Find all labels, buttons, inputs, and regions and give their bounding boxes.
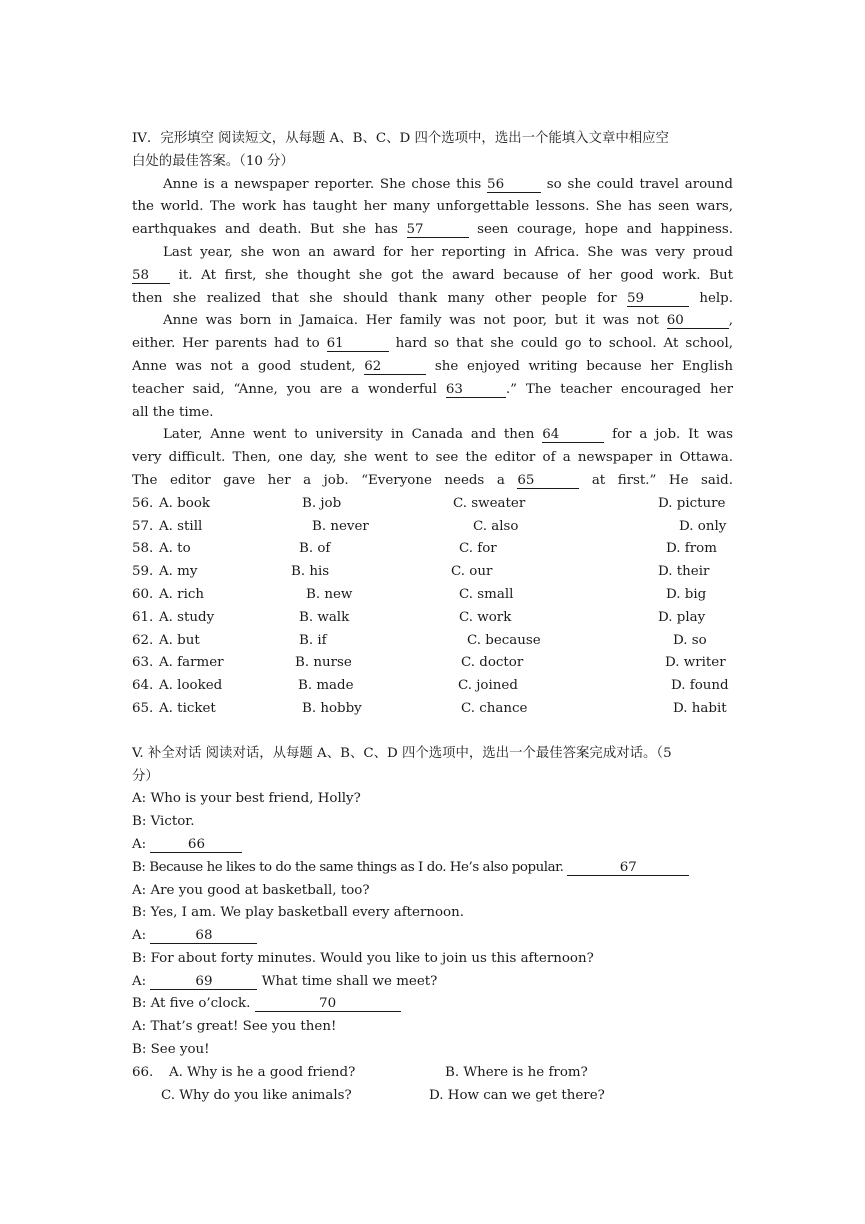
option-b[interactable]: B. of [299, 541, 331, 557]
passage-text: at first.” He said. [579, 472, 733, 488]
option-a[interactable]: A. still [159, 518, 203, 534]
dialog-line [132, 971, 733, 994]
dialog-line: B: See you! [132, 1042, 210, 1058]
option-c[interactable]: C. our [451, 564, 493, 580]
option-b[interactable]: B. his [291, 564, 330, 580]
option-d[interactable]: D. their [658, 564, 710, 580]
worksheet-page [132, 128, 733, 1107]
passage-line [132, 219, 733, 242]
passage-line: Last year, she won an award for her reporting in Africa. She was very proud [163, 244, 733, 260]
passage-line [132, 288, 733, 311]
question-number: 65. [132, 700, 154, 716]
passage-text: The editor gave her a job. “Everyone needs a [132, 472, 518, 488]
passage-text: .” The teacher encouraged her [505, 381, 733, 397]
option-a[interactable]: A. looked [159, 678, 223, 694]
option-b[interactable]: B. walk [299, 609, 350, 625]
question-number: 61. [132, 609, 154, 625]
passage-text: Anne was born in Jamaica. Her family was not poor, but it was not [163, 313, 667, 329]
blank-65[interactable]: 65 [517, 473, 579, 489]
option-a[interactable]: A. to [159, 541, 191, 557]
option-d[interactable]: D. from [666, 541, 717, 557]
passage-text: Anne was not a good student, [132, 358, 365, 374]
passage-text: hard so that she could go to school. At school, [388, 336, 733, 352]
blank-70[interactable]: 70 [255, 996, 401, 1012]
blank-68[interactable]: 68 [150, 928, 257, 944]
option-a[interactable]: A. ticket [159, 700, 216, 716]
option-a[interactable]: A. my [159, 564, 198, 580]
option-c[interactable]: C. for [459, 541, 497, 557]
question-row [132, 561, 733, 584]
section-gap [132, 721, 733, 743]
option-c[interactable]: C. sweater [453, 495, 526, 511]
passage-text: so she could travel around [541, 176, 733, 192]
blank-58[interactable]: 58 [132, 268, 170, 284]
option-d[interactable]: D. How can we get there? [429, 1087, 605, 1103]
question-list [132, 493, 733, 721]
dialog-speaker: A: [132, 973, 151, 989]
dialog-line: B: For about forty minutes. Would you like to join us this afternoon? [132, 950, 594, 966]
passage-line [132, 310, 733, 333]
dialog-line [132, 925, 733, 948]
passage-text: Later, Anne went to university in Canada and then [163, 427, 543, 443]
passage-text: Anne is a newspaper reporter. She chose this [163, 176, 488, 192]
option-d[interactable]: D. picture [658, 495, 726, 511]
passage-line [132, 379, 733, 402]
option-b[interactable]: B. never [312, 518, 369, 534]
dialog-text: B: At five o’clock. [132, 996, 255, 1012]
blank-59[interactable]: 59 [627, 291, 689, 307]
option-c[interactable]: C. work [459, 609, 512, 625]
blank-64[interactable]: 64 [542, 427, 604, 443]
option-b[interactable]: B. new [306, 586, 353, 602]
question-row [132, 1085, 733, 1108]
option-c[interactable]: C. also [473, 518, 519, 534]
passage-line [132, 470, 733, 493]
question-number: 58. [132, 541, 154, 557]
blank-67[interactable]: 67 [567, 860, 689, 876]
dialog-text: What time shall we meet? [257, 973, 438, 989]
question-row [132, 652, 733, 675]
passage-line [132, 333, 733, 356]
option-d[interactable]: D. found [671, 678, 729, 694]
dialog-line: A: Who is your best friend, Holly? [132, 791, 361, 807]
section-5-heading-cont: 分） [132, 768, 159, 784]
option-d[interactable]: D. habit [673, 700, 727, 716]
passage-line: the world. The work has taught her many unforgettable lessons. She has seen wars, [132, 199, 733, 215]
option-a[interactable]: A. study [159, 609, 215, 625]
dialog-line: A: Are you good at basketball, too? [132, 882, 370, 898]
dialog-line [132, 857, 733, 880]
blank-66[interactable]: 66 [150, 837, 242, 853]
question-number: 63. [132, 655, 154, 671]
passage-line [132, 174, 733, 197]
blank-69[interactable]: 69 [150, 974, 257, 990]
passage-line: very difficult. Then, one day, she went to see the editor of a newspaper in Ottawa. [132, 450, 733, 466]
passage-text: seen courage, hope and happiness. [468, 222, 733, 238]
passage-text: help. [688, 290, 733, 306]
question-row [132, 538, 733, 561]
option-d[interactable]: D. so [673, 632, 707, 648]
question-number: 62. [132, 632, 154, 648]
option-c[interactable]: C. small [459, 586, 514, 602]
option-c[interactable]: C. joined [458, 678, 518, 694]
passage-text: it. At first, she thought she got the award because of her good work. But [170, 267, 733, 283]
option-c[interactable]: C. because [467, 632, 541, 648]
option-b[interactable]: B. made [298, 678, 354, 694]
question-row [132, 607, 733, 630]
blank-61[interactable]: 61 [327, 336, 389, 352]
dialog-line: B: Victor. [132, 814, 195, 830]
option-a[interactable]: A. book [159, 495, 210, 511]
option-b[interactable]: B. Where is he from? [445, 1064, 588, 1080]
passage-line [132, 424, 733, 447]
option-b[interactable]: B. if [299, 632, 327, 648]
option-b[interactable]: B. hobby [302, 700, 362, 716]
blank-62[interactable]: 62 [364, 359, 426, 375]
section-4-heading: IV．完形填空 阅读短文，从每题 A、B、C、D 四个选项中，选出一个能填入文章中相应空 [132, 131, 669, 146]
question-number: 66. [132, 1064, 154, 1080]
option-c[interactable]: C. Why do you like animals? [161, 1087, 352, 1103]
passage-text: , [728, 313, 733, 329]
dialog-line [132, 993, 733, 1016]
blank-56[interactable]: 56 [487, 177, 541, 193]
dialog-line: A: That’s great! See you then! [132, 1019, 337, 1035]
dialog-line: B: Yes, I am. We play basketball every afternoon. [132, 905, 464, 921]
question-row [132, 630, 733, 653]
blank-57[interactable]: 57 [407, 222, 469, 238]
passage-text: either. Her parents had to [132, 336, 327, 352]
passage-text: for a job. It was [604, 427, 733, 443]
question-number: 56. [132, 495, 154, 511]
option-d[interactable]: D. only [679, 518, 727, 534]
blank-60[interactable]: 60 [667, 313, 729, 329]
passage-text: then she realized that she should thank many other people for [132, 290, 627, 306]
question-row [132, 493, 733, 516]
question-number: 57. [132, 518, 154, 534]
question-row [132, 516, 733, 539]
dialog-line [132, 834, 733, 857]
passage-text: teacher said, “Anne, you are a wonderful [132, 381, 446, 397]
dialog-text: B: Because he likes to do the same things as I do. He’s also popular. [132, 859, 568, 875]
option-d[interactable]: D. play [658, 609, 706, 625]
question-row [132, 584, 733, 607]
question-row [132, 698, 733, 721]
question-number: 64. [132, 678, 154, 694]
blank-63[interactable]: 63 [446, 382, 506, 398]
dialog-speaker: A: [132, 928, 151, 944]
question-row [132, 1062, 733, 1085]
option-b[interactable]: B. nurse [295, 655, 352, 671]
passage-line: all the time. [132, 404, 214, 420]
passage-line [132, 356, 733, 379]
section-5-heading: V. 补全对话 阅读对话，从每题 A、B、C、D 四个选项中，选出一个最佳答案完成对话。（5 [132, 745, 672, 761]
question-number: 59. [132, 564, 154, 580]
passage-line [132, 265, 733, 288]
option-a[interactable]: A. but [159, 632, 200, 648]
option-a[interactable]: A. rich [159, 586, 204, 602]
dialog-speaker: A: [132, 836, 151, 852]
option-c[interactable]: C. chance [461, 700, 528, 716]
passage-text: she enjoyed writing because her English [426, 358, 734, 374]
option-b[interactable]: B. job [302, 495, 342, 511]
passage-text: earthquakes and death. But she has [132, 222, 407, 238]
option-a[interactable]: A. farmer [159, 655, 224, 671]
section-4-heading-cont: 白处的最佳答案。（10 分） [132, 153, 294, 169]
option-d[interactable]: D. big [666, 586, 707, 602]
question-number: 60. [132, 586, 154, 602]
option-c[interactable]: C. doctor [461, 655, 524, 671]
question-row [132, 675, 733, 698]
option-d[interactable]: D. writer [665, 655, 726, 671]
option-a[interactable]: A. Why is he a good friend? [169, 1064, 356, 1080]
